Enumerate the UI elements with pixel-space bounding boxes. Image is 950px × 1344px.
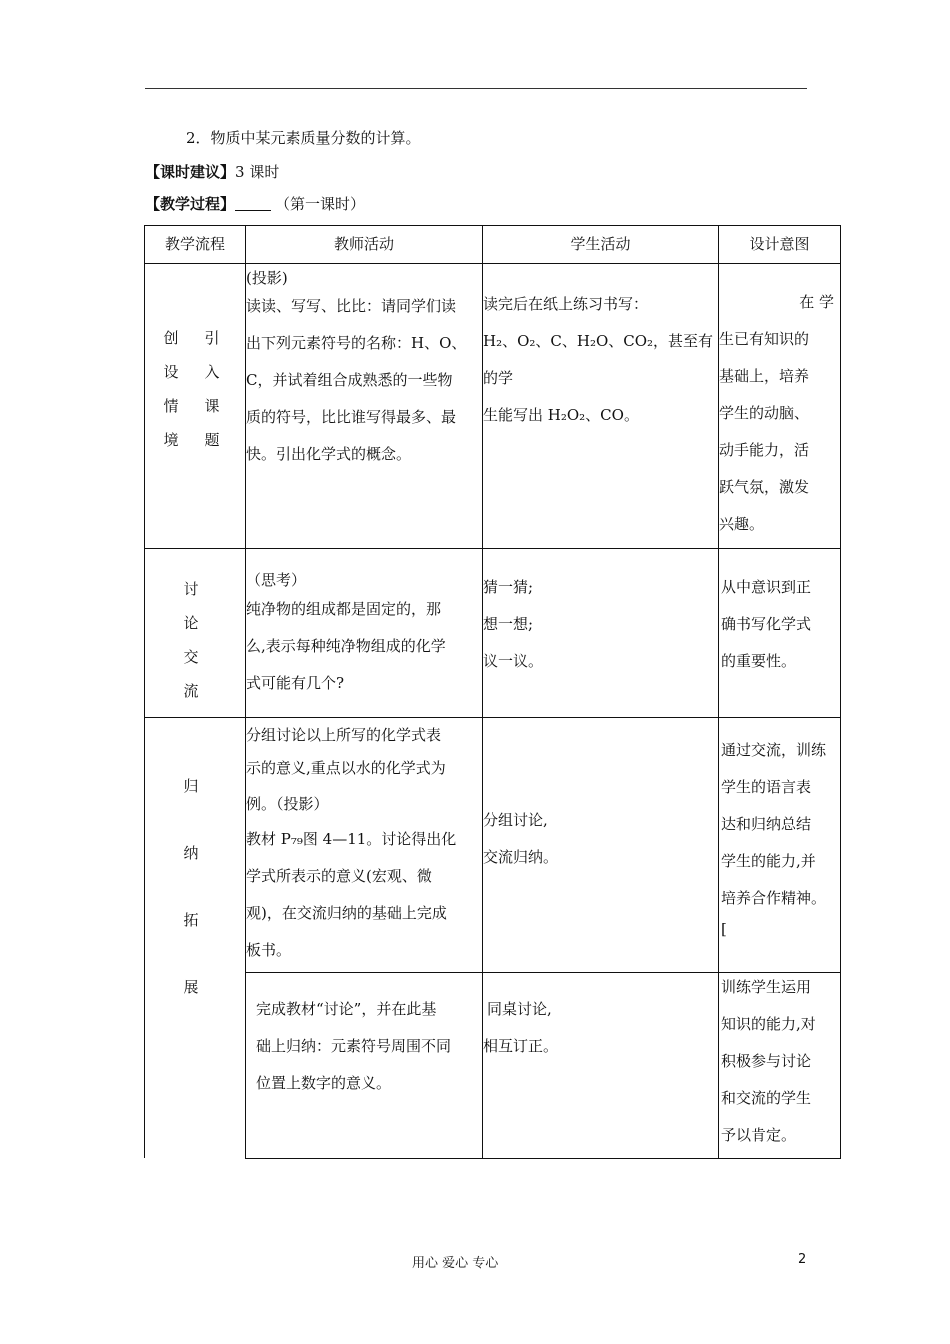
flow-cell-3: 归 纳 拓 展 — [145, 718, 246, 1159]
header-student: 学生活动 — [483, 226, 719, 264]
header-flow: 教学流程 — [145, 226, 246, 264]
teacher-cell-1: (投影) 读读、写写、比比：请同学们读 出下列元素符号的名称：H、O、 C，并试着组合成熟悉的一些物 质的符号，比比谁写得最多、最 快。引出化学式的概念。 — [246, 264, 483, 549]
intent-cell-4: 训练学生运用 知识的能力,对 积极参与讨论 和交流的学生 予以肯定。 — [719, 973, 841, 1158]
lesson-table — [144, 225, 841, 1159]
item-2: 2．物质中某元素质量分数的计算。 — [186, 129, 421, 147]
table-row — [145, 973, 841, 1158]
teacher-cell-3: 分组讨论以上所写的化学式表 示的意义,重点以水的化学式为 例。（投影） 教材 P₇₉图 4—11。讨论得出化 学式所表示的意义(宏观、微 观)，在交流归纳的基础上完成 板书。 — [246, 718, 483, 973]
intent-cell-1: 在 学 生已有知识的 基础上，培养 学生的动脑、 动手能力，活 跃气氛，激发 兴趣。 — [719, 264, 841, 549]
teacher-cell-4: 完成教材“讨论”，并在此基 础上归纳：元素符号周围不同 位置上数字的意义。 — [246, 973, 483, 1158]
teaching-process — [145, 194, 365, 214]
header-rule — [145, 88, 807, 89]
header-intent: 设计意图 — [719, 226, 841, 264]
header-teacher: 教师活动 — [246, 226, 483, 264]
flow-cell-1: 创 设 情 境 引 入 课 题 — [145, 264, 246, 549]
page-number: 2 — [798, 1252, 807, 1267]
student-cell-1: 读完后在纸上练习书写： H₂、O₂、C、H₂O、CO₂，甚至有的学 生能写出 H₂O₂、CO。 — [483, 264, 719, 549]
intent-cell-3: 通过交流，训练 学生的语言表 达和归纳总结 学生的能力,并 培养合作精神。 [ — [719, 718, 841, 973]
student-cell-3: 分组讨论, 交流归纳。 — [483, 718, 719, 973]
footer-motto: 用心 爱心 专心 — [412, 1256, 499, 1271]
table-row — [145, 264, 841, 549]
student-cell-4: 同桌讨论, 相互订正。 — [483, 973, 719, 1158]
blank-underline — [235, 196, 271, 211]
table-row — [145, 718, 841, 973]
student-cell-2: 猜一猜; 想一想; 议一议。 — [483, 549, 719, 718]
process-note: （第一课时） — [275, 195, 366, 213]
flow-cell-2: 讨 论 交 流 — [145, 549, 246, 718]
process-label: 【教学过程】 — [145, 195, 236, 213]
table-row — [145, 549, 841, 718]
suggestion-label: 【课时建议】 — [145, 163, 236, 181]
teacher-cell-2: （思考） 纯净物的组成都是固定的，那 么,表示每种纯净物组成的化学 式可能有几个? — [246, 549, 483, 718]
suggestion-value: 3 课时 — [235, 163, 280, 181]
intent-cell-2: 从中意识到正 确书写化学式 的重要性。 — [719, 549, 841, 718]
table-header-row — [145, 226, 841, 264]
lesson-suggestion — [145, 162, 279, 182]
